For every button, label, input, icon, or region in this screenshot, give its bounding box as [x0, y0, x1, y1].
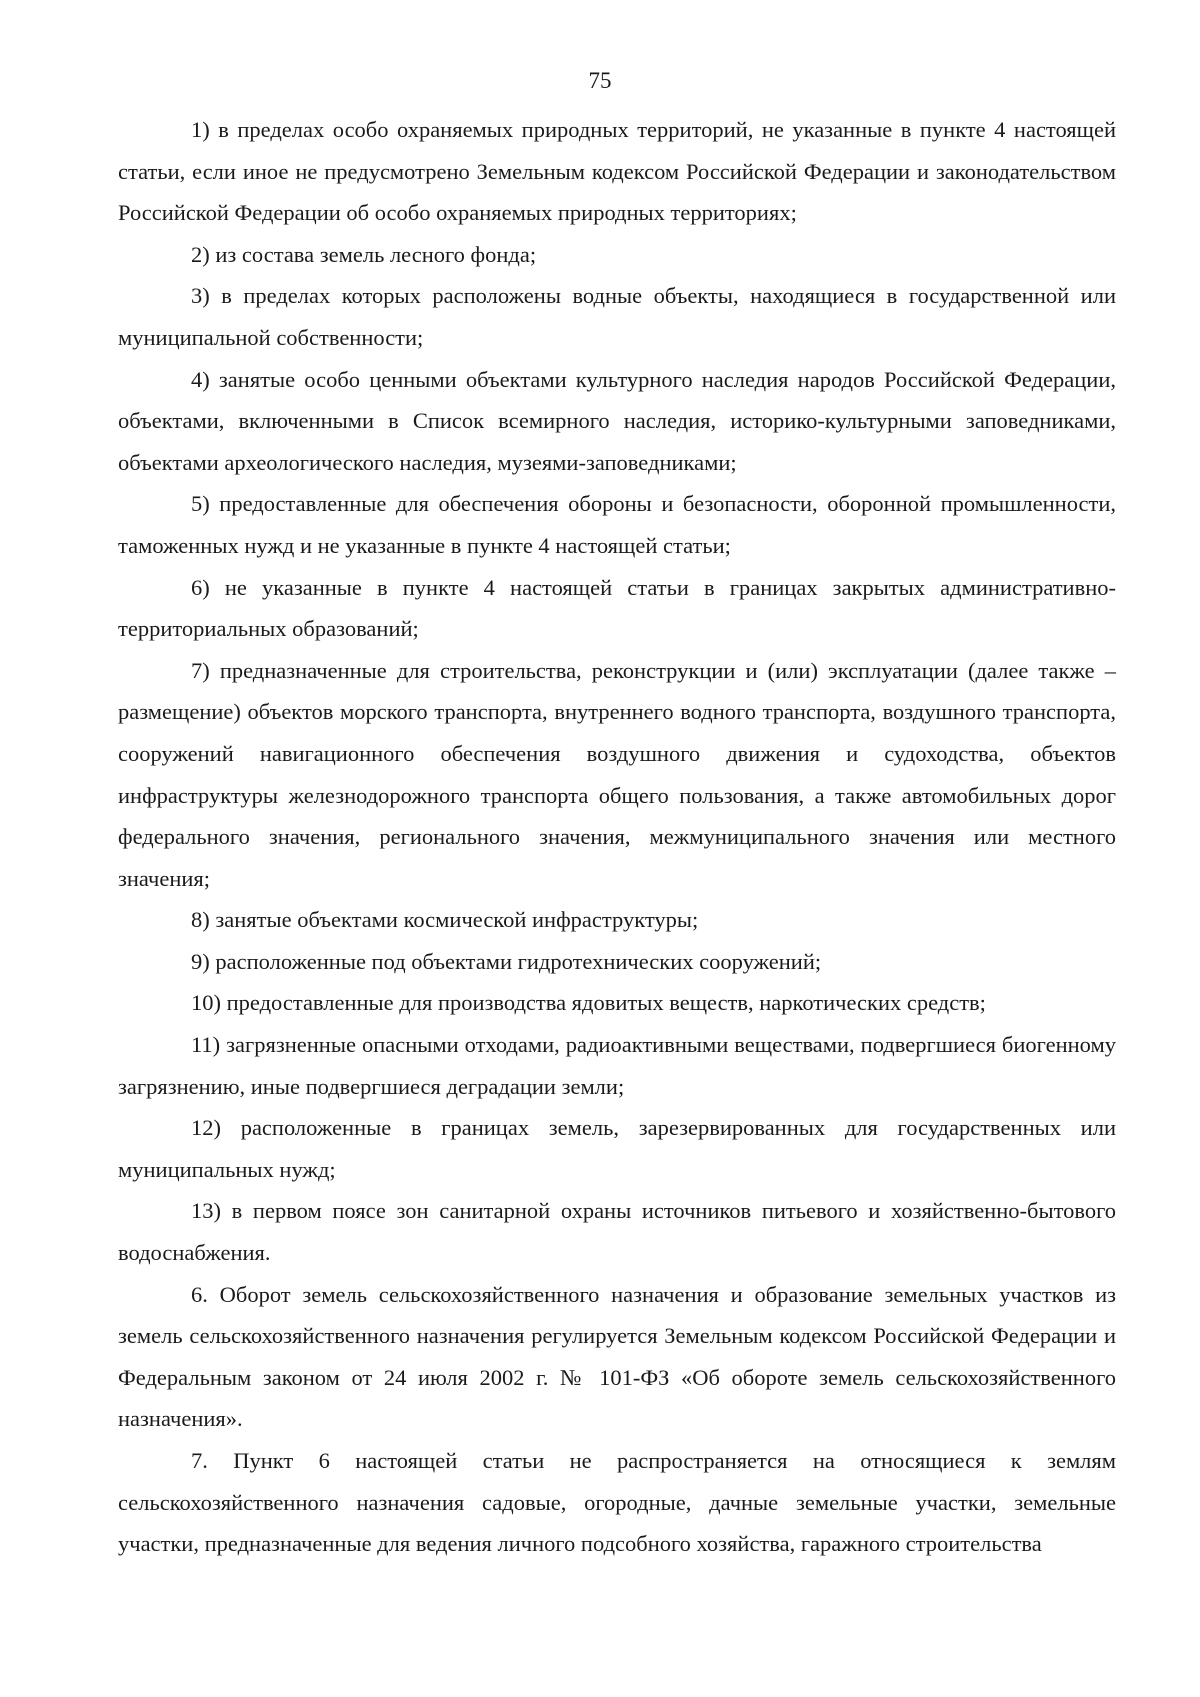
paragraph-item-5: 5) предоставленные для обеспечения обороны и безопасности, оборонной промышленности, таможенных нужд и не указанные в пункте 4 настоящей статьи;	[118, 491, 1116, 558]
paragraph-item-11: 11) загрязненные опасными отходами, радиоактивными веществами, подвергшиеся биогенному загрязнению, иные подвергшиеся деградации земли;	[118, 1032, 1116, 1099]
document-body	[118, 109, 1116, 1565]
paragraph-item-2: 2) из состава земель лесного фонда;	[191, 241, 537, 267]
paragraph-item-12: 12) расположенные в границах земель, зарезервированных для государственных или муниципальных нужд;	[118, 1115, 1116, 1182]
paragraph-item-8: 8) занятые объектами космической инфраструктуры;	[191, 907, 699, 933]
paragraph-item-6: 6) не указанные в пункте 4 настоящей статьи в границах закрытых административно-территориальных образований;	[118, 574, 1116, 642]
paragraph-item-10: 10) предоставленные для производства ядовитых веществ, наркотических средств;	[191, 990, 986, 1016]
paragraph-section-6: 6. Оборот земель сельскохозяйственного назначения и образование земельных участков из земель сельскохозяйственного назначения регулируется Земельным кодексом Российской Федерации и Федеральным законом от 24 июля 2002 г. № 101-ФЗ «Об обороте земель сельскохозяйственного назначения».	[118, 1281, 1116, 1432]
paragraph-item-13: 13) в первом поясе зон санитарной охраны источников питьевого и хозяйственно-бытового водоснабжения.	[118, 1198, 1116, 1266]
paragraph-item-9: 9) расположенные под объектами гидротехнических сооружений;	[191, 948, 822, 974]
page-number: 75	[588, 68, 612, 93]
paragraph-item-1: 1) в пределах особо охраняемых природных территорий, не указанные в пункте 4 настоящей статьи, если иное не предусмотрено Земельным кодексом Российской Федерации и законодательством Российской Федерации об особо охраняемых природных территориях;	[118, 117, 1116, 226]
paragraph-item-4: 4) занятые особо ценными объектами культурного наследия народов Российской Федерации, объектами, включенными в Список всемирного наследия, историко-культурными заповедниками, объектами археологического наследия, музеями-заповедниками;	[118, 366, 1116, 475]
paragraph-item-3: 3) в пределах которых расположены водные объекты, находящиеся в государственной или муниципальной собственности;	[118, 283, 1116, 350]
paragraph-item-7: 7) предназначенные для строительства, реконструкции и (или) эксплуатации (далее также – размещение) объектов морского транспорта, внутреннего водного транспорта, воздушного транспорта, сооружений навигационного обеспечения воздушного движения и судоходства, объектов инфраструктуры железнодорожного транспорта общего пользования, а также автомобильных дорог федерального значения, регионального значения, межмуниципального значения или местного значения;	[118, 657, 1116, 891]
paragraph-section-7: 7. Пункт 6 настоящей статьи не распространяется на относящиеся к землям сельскохозяйственного назначения садовые, огородные, дачные земельные участки, земельные участки, предназначенные для ведения личного подсобного хозяйства, гаражного строительства	[118, 1448, 1116, 1557]
